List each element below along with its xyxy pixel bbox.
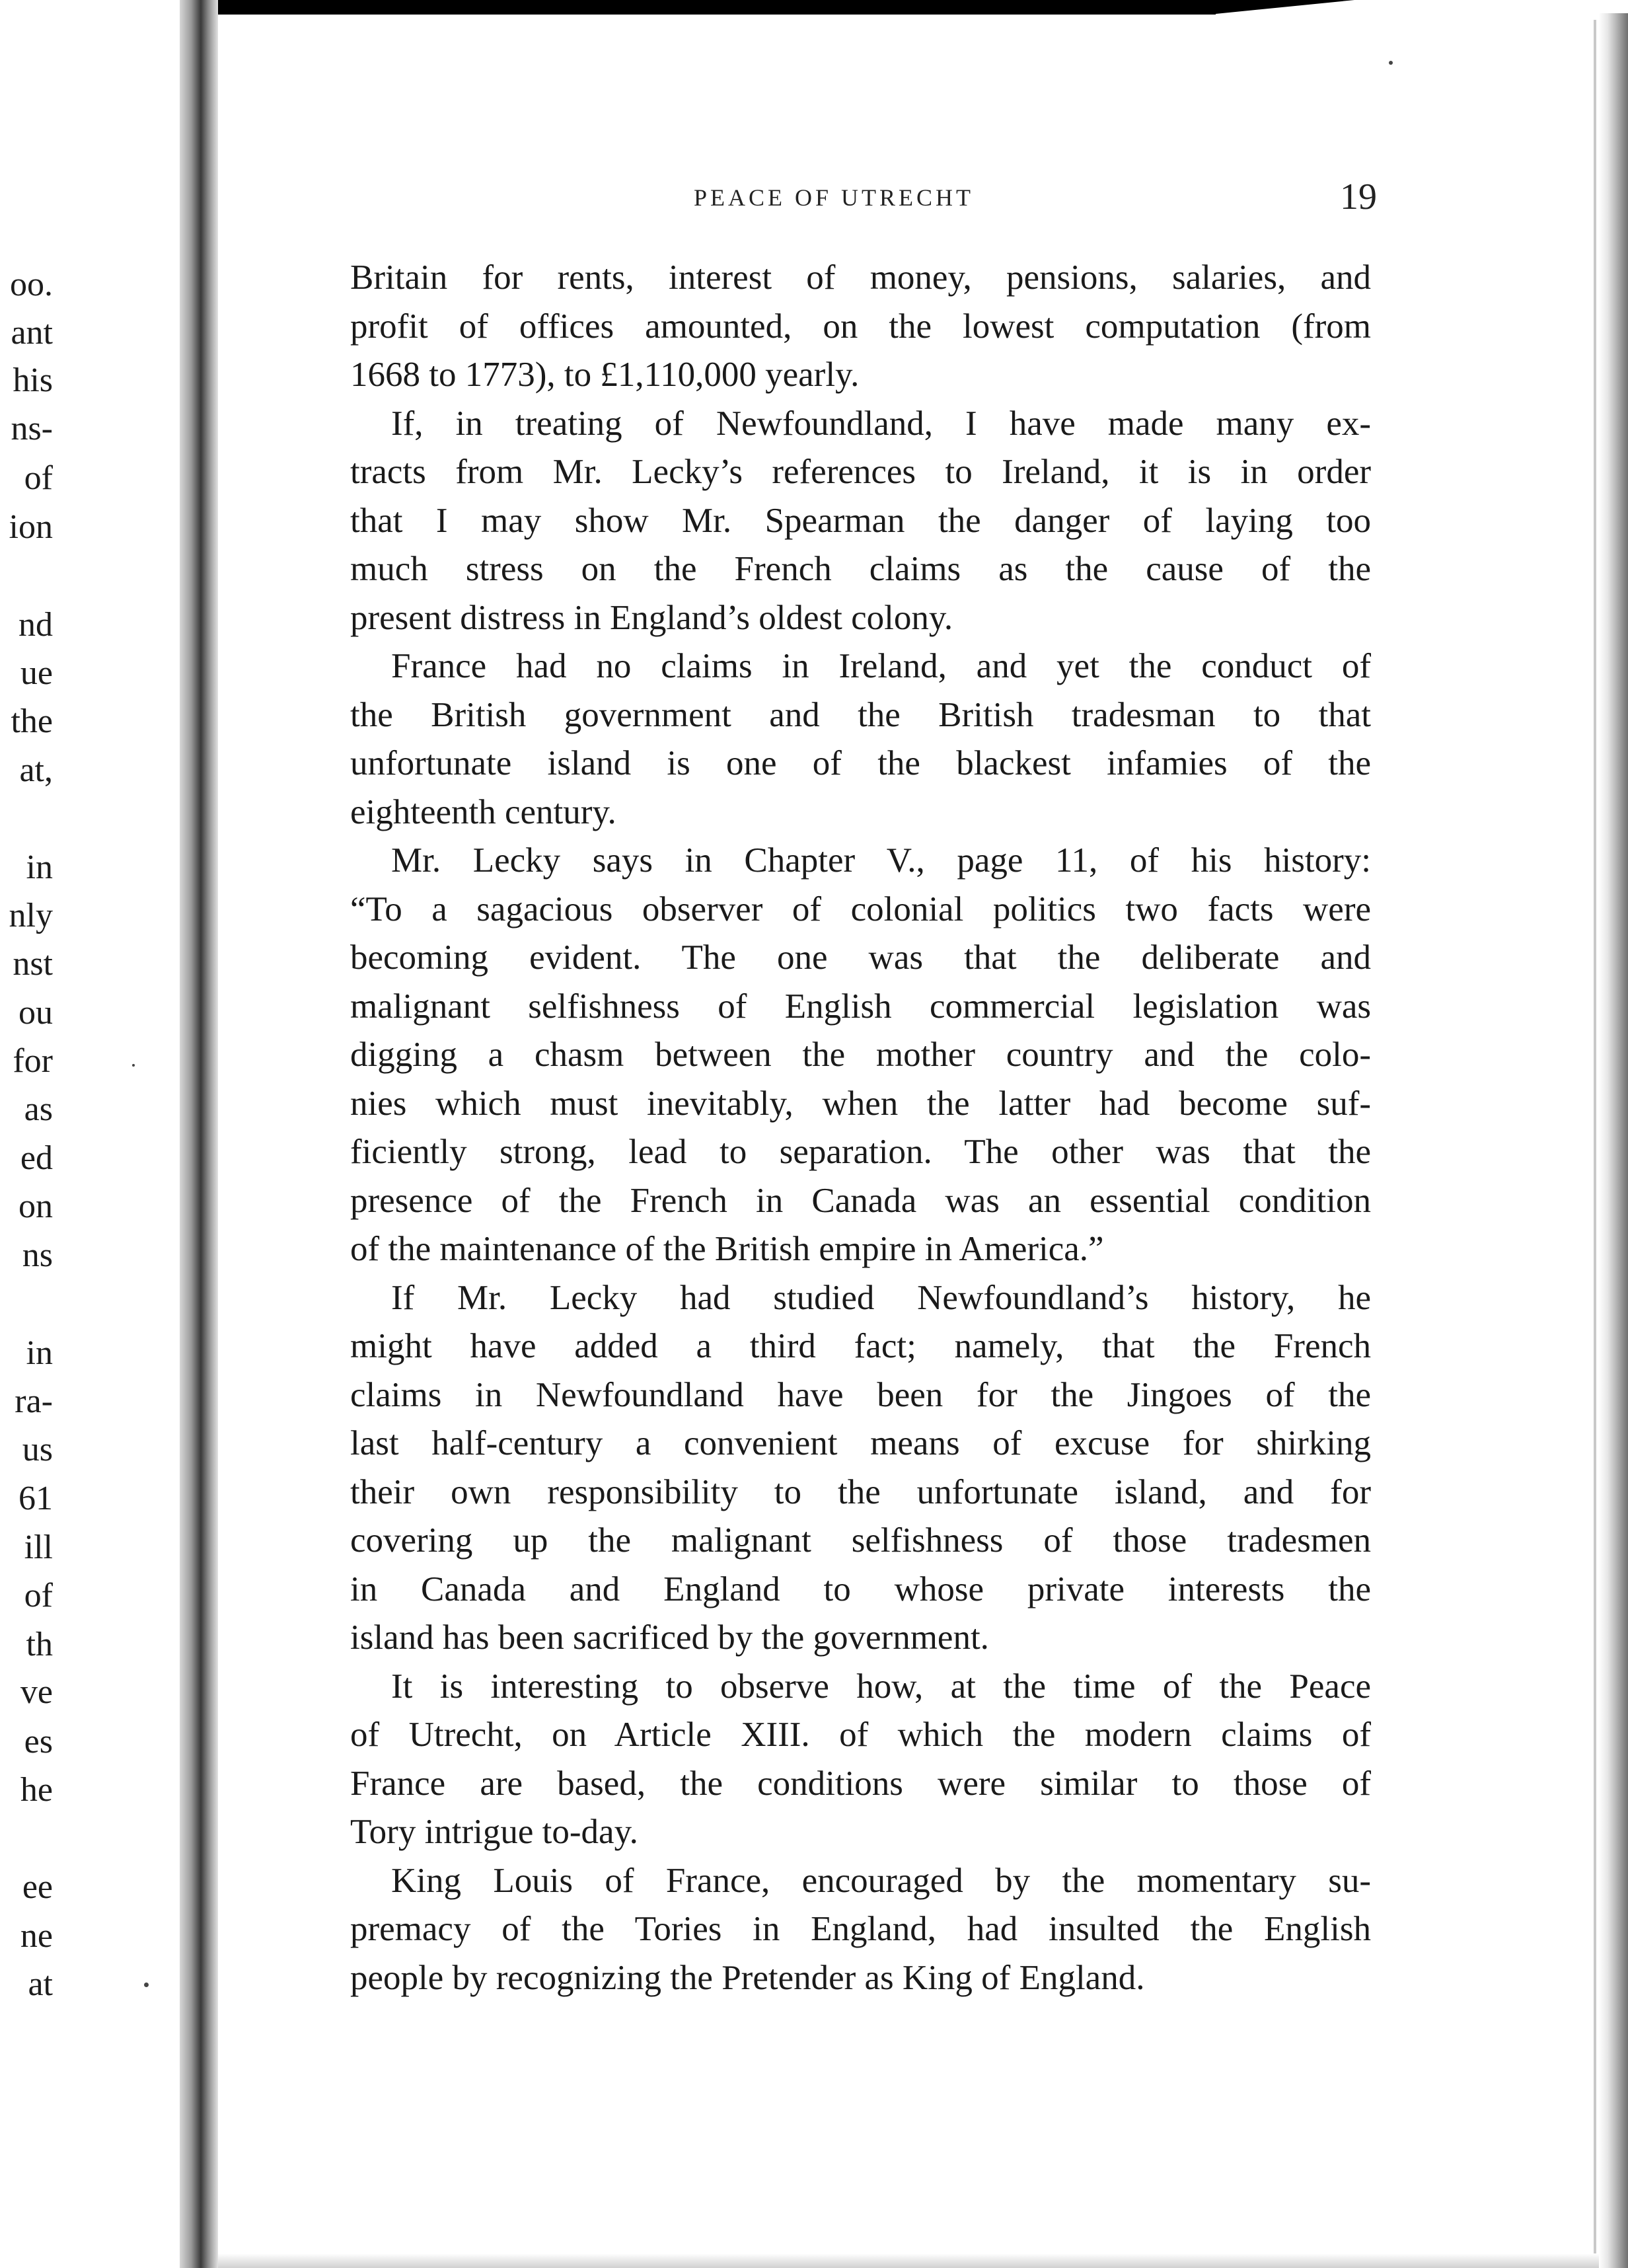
text-line: last half-century a convenient means of excuse for shirking xyxy=(350,1424,1371,1462)
adjacent-page-line-fragment: ion xyxy=(9,508,53,546)
text-line: digging a chasm between the mother country and the colo- xyxy=(350,1036,1371,1074)
adjacent-page-line-fragment: ant xyxy=(11,314,53,352)
text-line: nies which must inevitably, when the latter had become suf- xyxy=(350,1084,1371,1123)
adjacent-page-line-fragment: 61 xyxy=(18,1480,53,1517)
adjacent-page-line-fragment: at, xyxy=(19,751,53,789)
text-line: claims in Newfoundland have been for the Jingoes of the xyxy=(350,1375,1371,1414)
adjacent-page-line-fragment: he xyxy=(20,1771,53,1809)
text-line: covering up the malignant selfishness of those tradesmen xyxy=(350,1521,1371,1560)
page-bottom-edge xyxy=(218,2253,1599,2268)
page-number: 19 xyxy=(1340,176,1377,217)
adjacent-page-line-fragment: ed xyxy=(20,1139,53,1177)
adjacent-page-line-fragment: nst xyxy=(13,945,53,983)
text-line: It is interesting to observe how, at the time of the Peace xyxy=(391,1667,1371,1706)
adjacent-page-line-fragment: oo. xyxy=(10,266,53,303)
adjacent-page-line-fragment: ra- xyxy=(15,1382,53,1420)
paragraph xyxy=(350,837,1371,1274)
paragraph xyxy=(350,642,1371,837)
text-line: malignant selfishness of English commercial legislation was xyxy=(350,987,1371,1026)
text-line: “To a sagacious observer of colonial politics two facts were xyxy=(350,889,1371,928)
adjacent-page-line-fragment: ill xyxy=(24,1529,53,1566)
text-line: Mr. Lecky says in Chapter V., page 11, of his history: xyxy=(391,841,1371,880)
text-line: France are based, the conditions were similar to those of xyxy=(350,1764,1371,1803)
adjacent-page-line-fragment: nly xyxy=(9,897,53,934)
scan-top-edge xyxy=(192,0,1216,15)
text-line: of the maintenance of the British empire in America.” xyxy=(350,1230,1104,1268)
text-line: that I may show Mr. Spearman the danger of laying too xyxy=(350,501,1371,540)
text-line: unfortunate island is one of the blackest infamies of the xyxy=(350,744,1371,782)
text-line: much stress on the French claims as the cause of the xyxy=(350,550,1371,588)
adjacent-page-line-fragment: es xyxy=(24,1723,53,1760)
adjacent-page-line-fragment: ns xyxy=(22,1236,53,1274)
text-line: If Mr. Lecky had studied Newfoundland’s history, he xyxy=(391,1278,1371,1317)
adjacent-page-line-fragment: as xyxy=(24,1090,53,1128)
text-line: 1668 to 1773), to £1,110,000 yearly. xyxy=(350,356,860,394)
adjacent-page-line-fragment: ve xyxy=(20,1673,53,1711)
adjacent-page-line-fragment: us xyxy=(22,1431,53,1468)
text-line: present distress in England’s oldest colony. xyxy=(350,598,953,637)
text-line: in Canada and England to whose private interests the xyxy=(350,1569,1371,1608)
adjacent-page-line-fragment: of xyxy=(24,1577,53,1614)
paragraph xyxy=(350,1274,1371,1663)
text-line: presence of the French in Canada was an essential condition xyxy=(350,1181,1371,1220)
text-line: profit of offices amounted, on the lowest computation (from xyxy=(350,307,1371,346)
adjacent-page-line-fragment: th xyxy=(26,1626,53,1663)
text-line: eighteenth century. xyxy=(350,792,616,831)
text-line: becoming evident. The one was that the deliberate and xyxy=(350,938,1371,977)
adjacent-page-line-fragment: in xyxy=(26,849,53,886)
running-head: PEACE OF UTRECHT xyxy=(694,184,975,211)
scan-speck xyxy=(144,1983,149,1987)
text-line: their own responsibility to the unfortunate island, and for xyxy=(350,1472,1371,1511)
text-line: might have added a third fact; namely, that the French xyxy=(350,1327,1371,1365)
page-edge-line xyxy=(1594,20,1596,2253)
text-line: France had no claims in Ireland, and yet the conduct of xyxy=(391,647,1371,685)
adjacent-page-line-fragment: the xyxy=(11,702,53,740)
adjacent-page-line-fragment: on xyxy=(18,1188,53,1225)
text-line: premacy of the Tories in England, had insulted the English xyxy=(350,1910,1371,1948)
body-text xyxy=(350,254,1371,2002)
text-line: the British government and the British tradesman to that xyxy=(350,695,1371,734)
adjacent-page-line-fragment: ou xyxy=(18,994,53,1032)
text-line: King Louis of France, encouraged by the momentary su- xyxy=(391,1861,1371,1900)
adjacent-page-line-fragment: ns- xyxy=(11,410,53,447)
scan-speck xyxy=(132,1064,135,1067)
text-line: people by recognizing the Pretender as King of England. xyxy=(350,1958,1145,1997)
adjacent-page-line-fragment: at xyxy=(28,1965,53,2003)
text-line: If, in treating of Newfoundland, I have made many ex- xyxy=(391,404,1371,443)
scan-speck xyxy=(1389,61,1393,65)
adjacent-page-line-fragment: in xyxy=(26,1334,53,1372)
text-line: Tory intrigue to-day. xyxy=(350,1813,638,1851)
paragraph xyxy=(350,1857,1371,2003)
paragraph xyxy=(350,254,1371,400)
text-line: tracts from Mr. Lecky’s references to Ireland, it is in order xyxy=(350,453,1371,491)
text-line: of Utrecht, on Article XIII. of which the modern claims of xyxy=(350,1716,1371,1754)
page-edge-shadow xyxy=(1599,13,1628,2268)
adjacent-page-line-fragment: his xyxy=(13,361,53,399)
text-line: ficiently strong, lead to separation. The other was that the xyxy=(350,1133,1371,1171)
text-line: island has been sacrificed by the government. xyxy=(350,1618,989,1657)
adjacent-page-line-fragment: for xyxy=(13,1042,53,1080)
scan-top-edge-taper xyxy=(1209,0,1354,15)
adjacent-page-fragment xyxy=(0,0,180,2268)
adjacent-page-line-fragment: of xyxy=(24,459,53,497)
adjacent-page-line-fragment: ue xyxy=(20,654,53,692)
paragraph xyxy=(350,1663,1371,1857)
adjacent-page-line-fragment: ne xyxy=(20,1917,53,1955)
adjacent-page-line-fragment: nd xyxy=(18,606,53,644)
paragraph xyxy=(350,400,1371,643)
book-gutter xyxy=(180,0,218,2268)
text-line: Britain for rents, interest of money, pensions, salaries, and xyxy=(350,258,1371,297)
adjacent-page-line-fragment: ee xyxy=(22,1868,53,1906)
